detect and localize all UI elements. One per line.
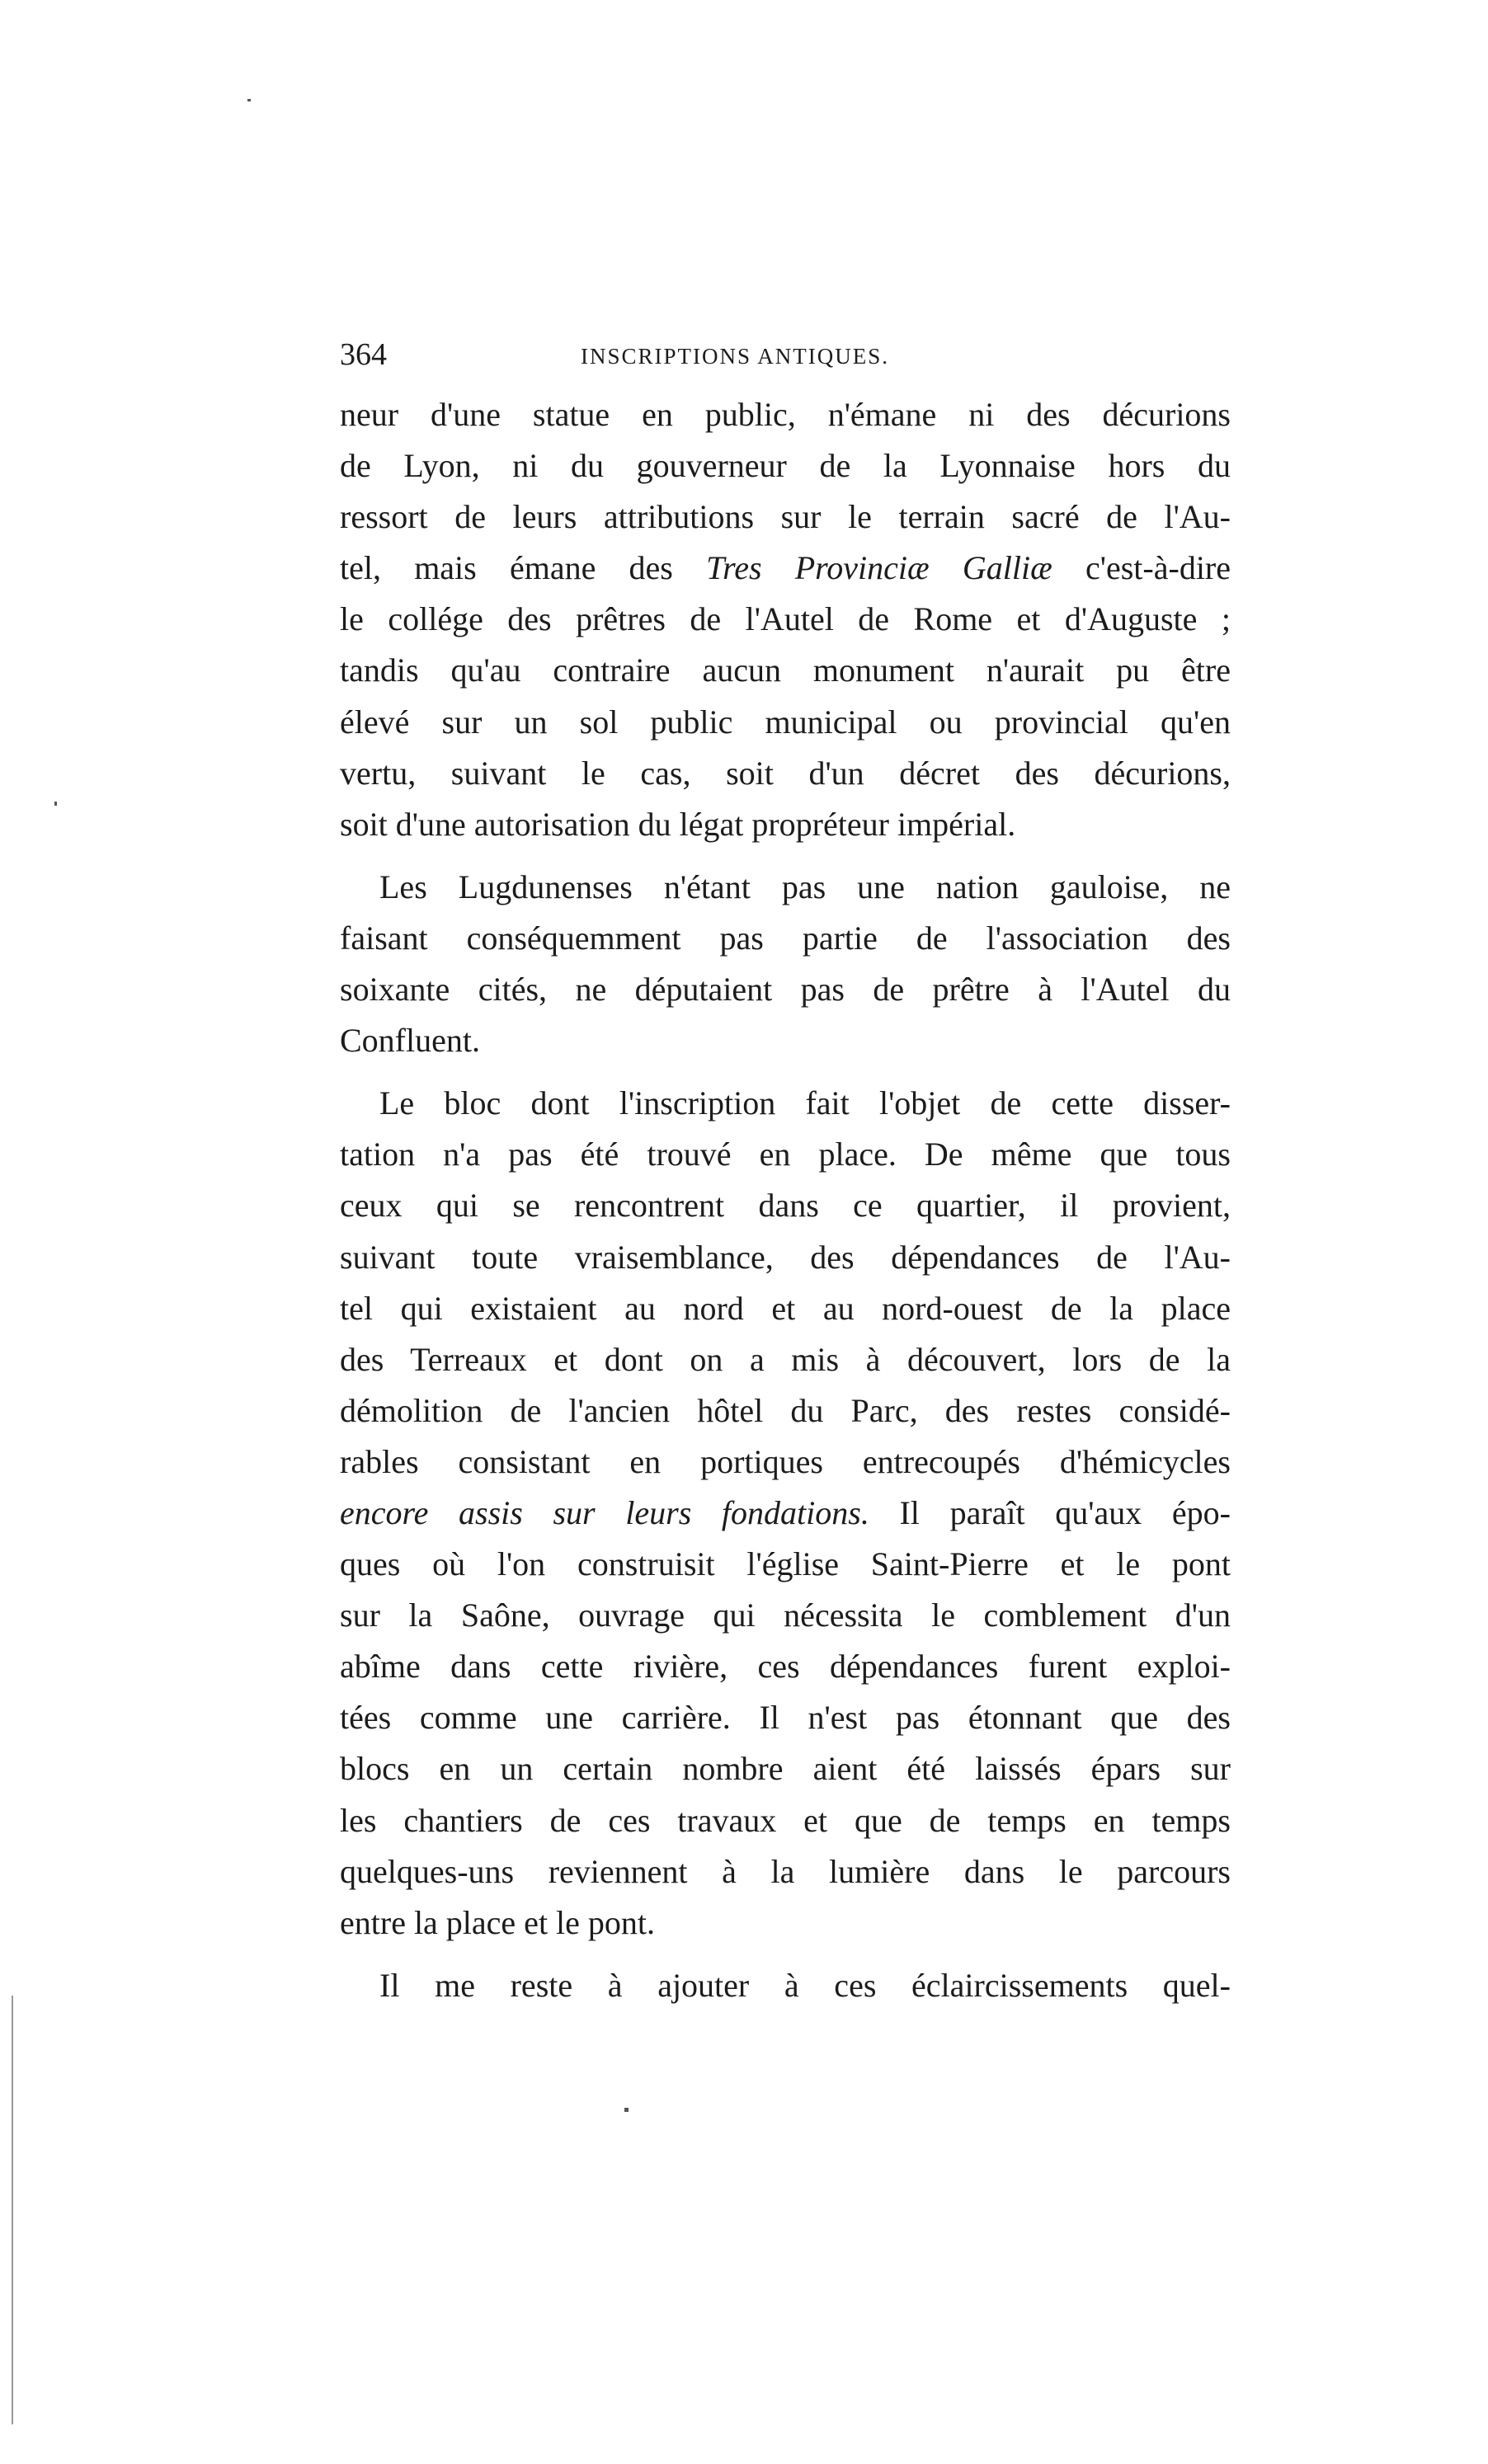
text-line: soixante cités, ne députaient pas de prêtre à l'Autel du: [340, 971, 1231, 1009]
running-head: [340, 334, 1231, 375]
text-line: abîme dans cette rivière, ces dépendances furent exploi-: [340, 1648, 1231, 1686]
text-line: entre la place et le pont.: [340, 1903, 656, 1941]
text-line: le collége des prêtres de l'Autel de Rome et d'Auguste ;: [340, 600, 1231, 638]
text-line: vertu, suivant le cas, soit d'un décret des décurions,: [340, 754, 1231, 792]
text-line: suivant toute vraisemblance, des dépendances de l'Au-: [340, 1238, 1231, 1276]
text-line: ques où l'on construisit l'église Saint-Pierre et le pont: [340, 1545, 1231, 1583]
scan-edge-mark: [12, 1996, 13, 2424]
text-line: soit d'une autorisation du légat propréteur impérial.: [340, 805, 1016, 843]
scan-speck: [624, 2108, 629, 2112]
text-line: Les Lugdunenses n'étant pas une nation gauloise, ne: [379, 868, 1231, 905]
text-line: tel qui existaient au nord et au nord-ouest de la place: [340, 1289, 1231, 1327]
scan-speck: [54, 802, 57, 806]
text-line: Il me reste à ajouter à ces éclaircissements quel-: [379, 1966, 1231, 2004]
text-line: neur d'une statue en public, n'émane ni des décurions: [340, 396, 1231, 433]
paragraph-1: [340, 389, 1231, 850]
text-segment: tel, mais émane des: [340, 549, 707, 587]
body-text: [340, 389, 1231, 2011]
scan-speck: [247, 99, 251, 101]
text-line: Confluent.: [340, 1022, 480, 1060]
text-line: tandis qu'au contraire aucun monument n'aurait pu être: [340, 651, 1231, 689]
text-line: tation n'a pas été trouvé en place. De même que tous: [340, 1136, 1231, 1173]
text-line: tées comme une carrière. Il n'est pas étonnant que des: [340, 1699, 1231, 1737]
text-line: élevé sur un sol public municipal ou provincial qu'en: [340, 703, 1231, 741]
italic-phrase: Tres Provinciæ Galliæ: [706, 549, 1052, 587]
text-line: [340, 543, 1231, 594]
paragraph-2: [340, 862, 1231, 1066]
text-line: les chantiers de ces travaux et que de temps en temps: [340, 1801, 1231, 1839]
text-line: des Terreaux et dont on a mis à découvert, lors de la: [340, 1340, 1231, 1378]
text-line: [340, 1488, 1231, 1539]
text-line: quelques-uns reviennent à la lumière dans le parcours: [340, 1852, 1231, 1890]
text-line: blocs en un certain nombre aient été laissés épars sur: [340, 1750, 1231, 1788]
text-line: faisant conséquemment pas partie de l'association des: [340, 919, 1231, 957]
paragraph-3: [340, 1078, 1231, 1949]
text-line: Le bloc dont l'inscription fait l'objet de cette disser-: [379, 1084, 1231, 1122]
text-line: de Lyon, ni du gouverneur de la Lyonnaise hors du: [340, 447, 1231, 485]
text-line: ceux qui se rencontrent dans ce quartier, il provient,: [340, 1187, 1231, 1225]
text-line: ressort de leurs attributions sur le terrain sacré de l'Au-: [340, 498, 1231, 536]
page-number: 364: [340, 337, 387, 372]
paragraph-4: [340, 1960, 1231, 2011]
text-line: rables consistant en portiques entrecoupés d'hémicycles: [340, 1442, 1231, 1480]
italic-phrase: encore assis sur leurs fondations.: [340, 1493, 869, 1531]
text-line: démolition de l'ancien hôtel du Parc, des restes considé-: [340, 1391, 1231, 1429]
running-title: INSCRIPTIONS ANTIQUES.: [581, 344, 890, 369]
text-line: sur la Saône, ouvrage qui nécessita le comblement d'un: [340, 1596, 1231, 1634]
text-segment: Il paraît qu'aux épo-: [869, 1493, 1231, 1531]
text-segment: c'est-à-dire: [1052, 549, 1231, 587]
